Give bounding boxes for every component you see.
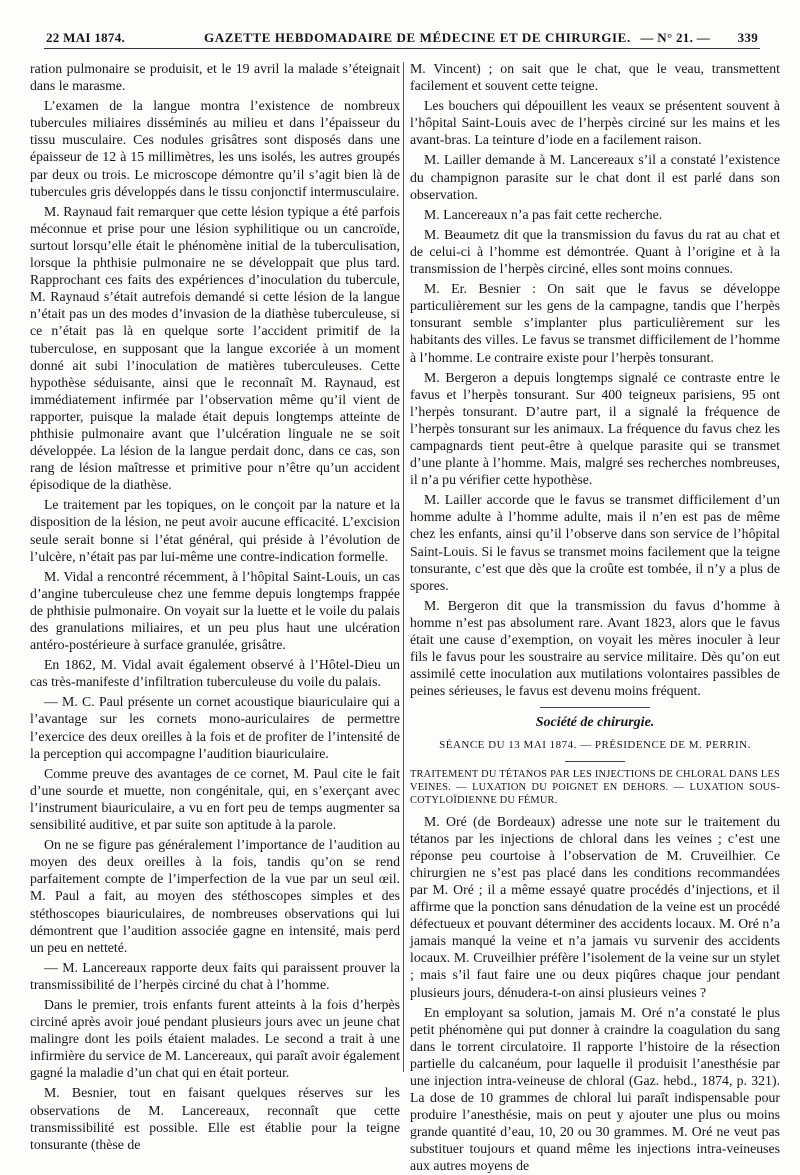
issue-date: 22 MAI 1874. [46, 30, 126, 45]
paragraph: Comme preuve des avantages de ce cornet, M. Paul cite le fait d’une sourde et muette, non congénitale, qui, en s’exerçant avec l’instrument biauriculaire, a vu en fort peu de temps augmenter sa sensibilité auditive, et par suite son aptitude à la parole. [30, 765, 400, 833]
paragraph: On ne se figure pas généralement l’importance de l’audition au moyen des deux oreilles à la fois, tandis qu’on se rend parfaitement compte de l’imperfection de la vue par un seul œil. M. Paul a fait, au moyen des stéthoscopes simples et des stéthoscopes biauriculaires, de nombreuses observations qui lui démontrent que l’audition associée gagne en intensité, mais perd un peu en netteté. [30, 837, 400, 955]
paragraph: En employant sa solution, jamais M. Oré n’a constaté le plus petit phénomène qui put donner à craindre la coagulation du sang dans le torrent circulatoire. Il rapporte l’histoire de la résection partielle du calcanéum, pour laquelle il produisit l’anesthésie par une injection intra-veineuse de chloral (Gaz. hebd., 1874, p. 321). La dose de 10 grammes de chloral lui paraît indispensable pour produire l’anesthésie, mais on peut y ajouter une plus ou moins grande quantité d’eau, 10, 20 ou 30 grammes. M. Oré ne veut pas substituer toujours et quand même les injections intra-veineuses aux autres moyens de [410, 1004, 780, 1174]
paragraph: M. Vidal a rencontré récemment, à l’hôpital Saint-Louis, un cas d’angine tuberculeuse chez une femme depuis longtemps frappée de phthisie pulmonaire. On voyait sur la luette et le voile du palais des granulations miliaires, et un peu plus haut une ulcération antéro-postérieure à surface granulée, grisâtre. [30, 568, 400, 653]
paragraph: M. Lailler demande à M. Lancereaux s’il a constaté l’existence du champignon parasite sur le chat dont il est parlé dans son observation. [410, 152, 780, 202]
paragraph: M. Beaumetz dit que la transmission du favus du rat au chat et de celui-ci à l’homme est démontrée. Quant à l’origine et à la transmission de l’herpès circiné, elles sont moins connues. [410, 226, 780, 277]
issue-number: — N° 21. — [640, 30, 710, 45]
paragraph: M. Lailler accorde que le favus se transmet difficilement d’un homme adulte à l’homme adulte, mais il n’en est pas de même chez les enfants, ainsi qu’il l’observe dans son service de l’hôpital Saint-Louis. Si le favus se transmet moins facilement que la teigne tonsurante, c’est que dès que la croûte est tombée, il n’y a plus de spores. [410, 492, 780, 593]
paragraph: M. Lancereaux n’a pas fait cette recherche. [424, 206, 663, 222]
paragraph: M. Bergeron dit que la transmission du favus d’homme à homme n’est pas absolument rare. Avant 1823, alors que le favus était une cause d’exemption, on voyait les mères inoculer à leur fils le favus pour les soustraire au service militaire. Dès qu’on eut assimilé cette inoculation aux mutilations volontaires passibles de peines sérieuses, le favus est devenu moins fréquent. [410, 597, 780, 699]
paragraph: — M. Lancereaux rapporte deux faits qui paraissent prouver la transmissibilité de l’herpès circiné du chat à l’homme. [30, 959, 400, 992]
journal-title: GAZETTE HEBDOMADAIRE DE MÉDECINE ET DE CHIRURGIE. [204, 30, 631, 45]
paragraph: M. Oré (de Bordeaux) adresse une note sur le traitement du tétanos par les injections de chloral dans les veines ; c’est une réponse peu courtoise à l’observation de M. Cruveilhier. Ce chirurgien ne s’est pas placé dans les conditions recommandées par M. Oré ; il a même essayé quatre procédés d’injections, et il affirme que la ponction sans dénudation de la veine est un procédé défectueux et pouvant déterminer des accidents locaux. M. Oré n’a jamais manqué la veine et n’a jamais vu survenir des accidents locaux. M. Cruveilhier préfère l’isolement de la veine sur un stylet ; mais s’il faut faire une ou deux piqûres chaque jour pendant plusieurs jours, dénudera-t-on ainsi plusieurs veines ? [410, 813, 780, 1000]
paragraph: M. Vincent) ; on sait que le chat, que le veau, transmettent facilement et souvent cette teigne. [410, 61, 780, 94]
paragraph: ration pulmonaire se produisit, et le 19 avril la malade s’éteignait dans le marasme. [30, 61, 400, 94]
running-header [44, 28, 760, 49]
paragraph: M. Besnier, tout en faisant quelques réserves sur les observations de M. Lancereaux, reconnaît que cette transmissibilité est possible. Elle est établie pour la teigne tonsurante (thèse de [30, 1085, 400, 1152]
paragraph: En 1862, M. Vidal avait également observé à l’Hôtel-Dieu un cas très-manifeste d’infiltration tuberculeuse du voile du palais. [30, 657, 400, 690]
right-column [410, 60, 780, 1174]
section-title: Société de chirurgie. [535, 715, 655, 731]
paragraph: Dans le premier, trois enfants furent atteints à la fois d’herpès circiné après avoir joué pendant plusieurs jours avec un jeune chat malingre dont les poils étaient malades. Le second a trait à une infirmière du service de M. Lancereaux, qui paraît avoir également gagné la maladie d’un chat qui en était porteur. [30, 996, 400, 1081]
seance-rule [565, 761, 625, 762]
column-divider [403, 62, 404, 1072]
paragraph: Les bouchers qui dépouillent les veaux se présentent souvent à l’hôpital Saint-Louis avec de l’herpès circiné sur les mains et les avant-bras. La teinture d’iode en a facilement raison. [410, 98, 780, 148]
paragraph: M. Er. Besnier : On sait que le favus se développe particulièrement sur les gens de la campagne, tandis que l’herpès tonsurant semble s’implanter plus particulièrement sur les habitants des villes. Le favus se transmet difficilement de l’homme à l’homme. Le contraire existe pour l’herpès tonsurant. [410, 281, 780, 365]
session-summary: TRAITEMENT DU TÉTANOS PAR LES INJECTIONS DE CHLORAL DANS LES VEINES. — LUXATION DU POIGNET EN DEHORS. — LUXATION SOUS-COTYLOÏDIENNE DU FÉMUR. [410, 768, 780, 806]
page-number: 339 [737, 30, 758, 45]
section-rule [540, 707, 650, 708]
left-column [30, 60, 400, 1152]
paragraph: L’examen de la langue montra l’existence de nombreux tubercules miliaires disséminés au milieu et dans l’épaisseur du tissu musculaire. Ces nodules grisâtres sont disposés dans une épaisseur de 12 à 15 millimètres, les uns isolés, les autres groupés par deux ou trois. Le microscope démontre qu’il s’agit bien là de tubercules gris développés dans le tissu conjonctif intermusculaire. [30, 98, 400, 199]
paragraph: M. Bergeron a depuis longtemps signalé ce contraste entre le favus et l’herpès tonsurant. Sur 400 teigneux parisiens, 95 ont l’herpès tonsurant. D’autre part, il a signalé la fréquence de l’herpès tonsurant sur les animaux. La fréquence du favus chez les campagnards tient peut-être à quelque parasite qui se transmet d’une plante à l’homme. Mais, malgré ses recherches nombreuses, il n’a pu vérifier cette hypothèse. [410, 369, 780, 488]
paragraph: — M. C. Paul présente un cornet acoustique biauriculaire qui a l’avantage sur les cornets mono-auriculaires de permettre l’exercice des deux oreilles à la fois et de profiter de l’intensité de la perception qui accompagne l’audition biauriculaire. [30, 694, 400, 761]
paragraph: M. Raynaud fait remarquer que cette lésion typique a été parfois méconnue et prise pour une lésion syphilitique ou un cancroïde, surtout lorsqu’elle était le phénomène initial de la tuberculisation, lorsque la phthisie pulmonaire ne se développait que plus tard. Rapprochant ces faits des expériences d’inoculation du tubercule, M. Raynaud s’était autrefois demandé si cette lésion de la langue n’était pas un des modes d’invasion de la diathèse tuberculeuse, si ce n’était pas là en quelque sorte l’accident primitif de la tuberculose, en supposant que la langue excoriée à un moment donné ait subi l’inoculation de matières tuberculeuses. Cette hypothèse séduisante, ainsi que le reconnaît M. Raynaud, est immédiatement infirmée par l’observation même qu’il vient de rapporter, puisque la malade était depuis longtemps atteinte de phthisie pulmonaire avant que l’ulcération linguale ne se soit développée. La lésion de la langue perdait donc, dans ce cas, son rang de lésion maîtresse et primitive pour n’être qu’un accident épisodique de la diathèse. [30, 203, 400, 493]
seance-line: SÉANCE DU 13 MAI 1874. — PRÉSIDENCE DE M. PERRIN. [439, 739, 751, 752]
paragraph: Le traitement par les topiques, on le conçoit par la nature et la disposition de la lésion, ne peut avoir aucune efficacité. L’excision seule serait bonne si l’état général, qui préside à l’évolution de l’ulcère, n’était pas par lui-même une contre-indication formelle. [30, 497, 400, 564]
